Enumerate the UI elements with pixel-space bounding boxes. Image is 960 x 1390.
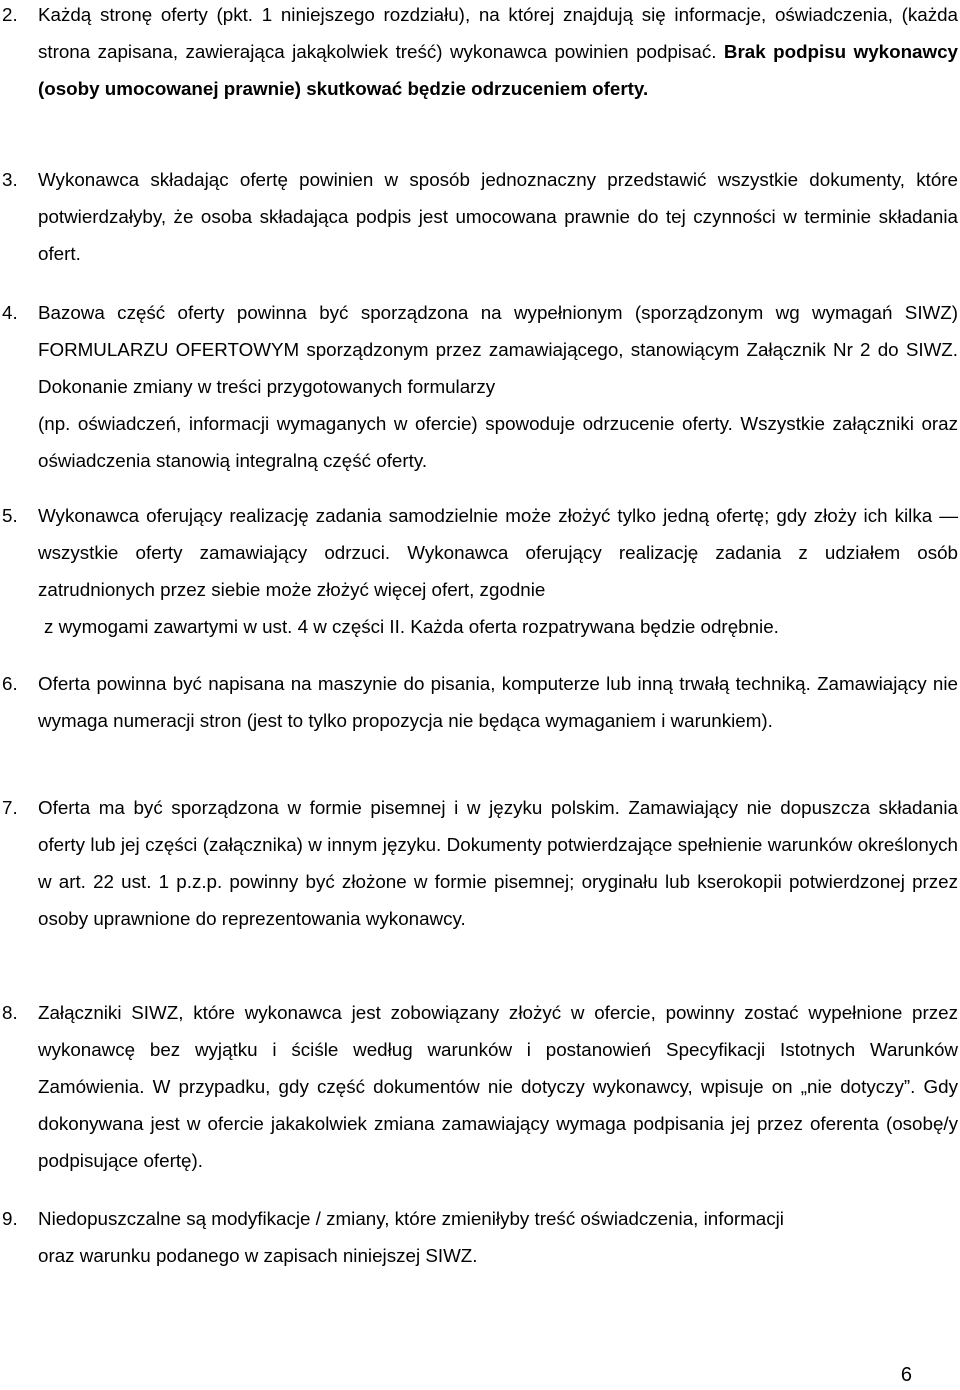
list-item-7 [2, 789, 958, 937]
item-text: Oferta ma być sporządzona w formie pisemnej i w języku polskim. Zamawiający nie dopuszcza składania oferty lub jej części (załącznika) w innym języku. Dokumenty potwierdzające spełnienie warunków określonych w art. 22 ust. 1 p.z.p. powinny być złożone w formie pisemnej; oryginału lub kserokopii potwierdzonej przez osoby uprawnione do reprezentowania wykonawcy. [38, 797, 958, 929]
item-text-plain: Każdą stronę oferty (pkt. 1 niniejszego rozdziału), na której znajdują się informacje, oświadczenia, (każda strona zapisana, zawierająca jakąkolwiek treść) wykonawca powinien podpisać. [38, 4, 958, 62]
item-text-bold: Brak podpisu wykonawcy (osoby umocowanej prawnie) skutkować będzie odrzuceniem oferty. [38, 41, 958, 99]
item-text: Bazowa część oferty powinna być sporządzona na wypełnionym (sporządzonym wg wymagań SIWZ) FORMULARZU OFERTOWYM sporządzonym przez zamawiającego, stanowiącym Załącznik Nr 2 do SIWZ. Dokonanie zmiany w treści przygotowanych formularzy [38, 302, 958, 397]
item-text-continued: z wymogami zawartymi w ust. 4 w części II. Każda oferta rozpatrywana będzie odrębnie. [44, 616, 779, 637]
item-text: Wykonawca składając ofertę powinien w sposób jednoznaczny przedstawić wszystkie dokumenty, które potwierdzałyby, że osoba składająca podpis jest umocowana prawnie do tej czynności w terminie składania ofert. [38, 169, 958, 264]
item-text: Załączniki SIWZ, które wykonawca jest zobowiązany złożyć w ofercie, powinny zostać wypełnione przez wykonawcę bez wyjątku i ściśle według warunków i postanowień Specyfikacji Istotnych Warunków Zamówienia. W przypadku, gdy część dokumentów nie dotyczy wykonawcy, wpisuje on „nie dotyczy”. Gdy dokonywana jest w ofercie jakakolwiek zmiana zamawiający wymaga podpisania jej przez oferenta (osobę/y podpisujące ofertę). [38, 1002, 958, 1171]
item-text-continued: oraz warunku podanego w zapisach niniejszej SIWZ. [38, 1245, 478, 1266]
item-number: 2. [2, 4, 18, 25]
item-text-continued: (np. oświadczeń, informacji wymaganych w ofercie) spowoduje odrzucenie oferty. Wszystkie załączniki oraz oświadczenia stanowią integralną część oferty. [38, 413, 958, 471]
list-item-6 [2, 665, 958, 739]
item-text [38, 0, 958, 107]
list-item-3 [2, 161, 958, 272]
list-item-5 [2, 497, 958, 645]
item-number: 8. [2, 1002, 18, 1023]
list-item-4 [2, 294, 958, 479]
item-text: Wykonawca oferujący realizację zadania samodzielnie może złożyć tylko jedną ofertę; gdy złoży ich kilka — wszystkie oferty zamawiający odrzuci. Wykonawca oferujący realizację zadania z udziałem osób zatrudnionych przez siebie może złożyć więcej ofert, zgodnie [38, 505, 958, 600]
item-number: 6. [2, 673, 18, 694]
list-item-2 [2, 0, 958, 107]
page-number: 6 [900, 1364, 912, 1386]
item-text: Oferta powinna być napisana na maszynie do pisania, komputerze lub inną trwałą techniką. Zamawiający nie wymaga numeracji stron (jest to tylko propozycja nie będąca wymaganiem i warunkiem). [38, 673, 958, 731]
item-number: 3. [2, 169, 18, 190]
list-item-8 [2, 994, 958, 1179]
item-number: 7. [2, 797, 18, 818]
item-number: 9. [2, 1208, 18, 1229]
item-number: 4. [2, 302, 18, 323]
list-item-9 [2, 1200, 958, 1274]
item-number: 5. [2, 505, 18, 526]
item-text: Niedopuszczalne są modyfikacje / zmiany, które zmieniłyby treść oświadczenia, informacji [38, 1208, 784, 1229]
